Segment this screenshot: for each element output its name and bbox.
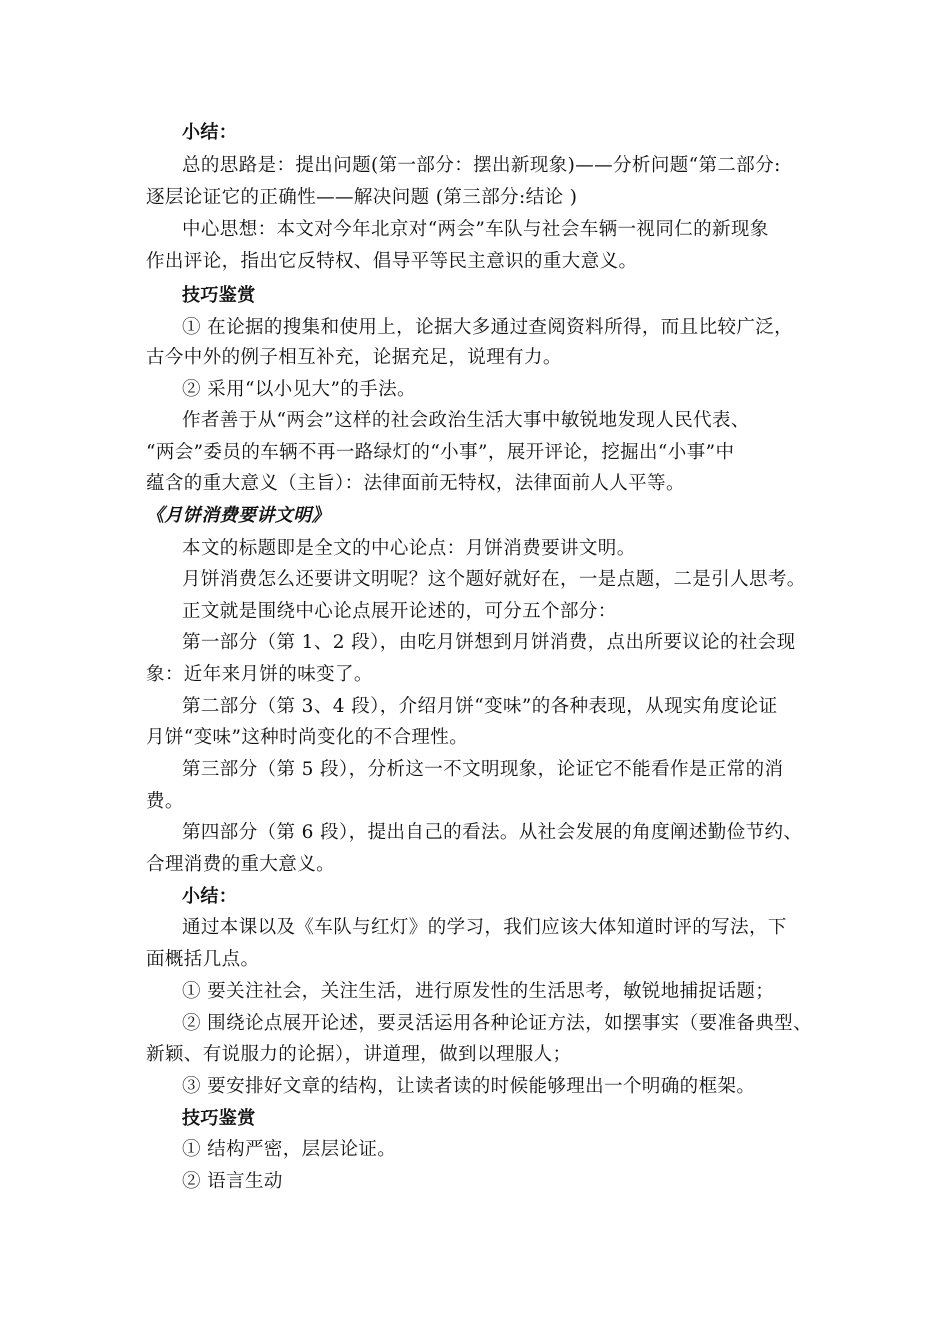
paragraph-line: 作者善于从“两会”这样的社会政治生活大事中敏锐地发现人民代表、 xyxy=(182,410,750,431)
paragraph-line: ③ 要安排好文章的结构，让读者读的时候能够理出一个明确的框架。 xyxy=(182,1076,756,1097)
paragraph-line: ① 在论据的搜集和使用上，论据大多通过查阅资料所得，而且比较广泛， xyxy=(182,317,794,338)
paragraph-line: ① 要关注社会，关注生活，进行原发性的生活思考，敏锐地捕捉话题； xyxy=(182,981,775,1002)
paragraph-line: ② 围绕论点展开论述，要灵活运用各种论证方法，如摆事实（要准备典型、 xyxy=(182,1013,812,1034)
paragraph-line: 合理消费的重大意义。 xyxy=(146,854,336,875)
paragraph-line: 通过本课以及《车队与红灯》的学习，我们应该大体知道时评的写法，下 xyxy=(182,917,787,938)
paragraph-line: 第四部分（第 6 段），提出自己的看法。从社会发展的角度阐述勤俭节约、 xyxy=(182,822,803,843)
paragraph-line: 中心思想：本文对今年北京对“两会”车队与社会车辆一视同仁的新现象 xyxy=(182,219,769,240)
paragraph-line: ② 语言生动 xyxy=(182,1171,283,1192)
paragraph-line: 古今中外的例子相互补充，论据充足，说理有力。 xyxy=(146,347,562,368)
paragraph-line: 本文的标题即是全文的中心论点：月饼消费要讲文明。 xyxy=(182,538,636,559)
paragraph-line: 第一部分（第 1、2 段），由吃月饼想到月饼消费，点出所要议论的社会现 xyxy=(182,632,796,653)
paragraph-line: 正文就是围绕中心论点展开论述的，可分五个部分： xyxy=(182,601,617,622)
paragraph-line: ② 采用“以小见大”的手法。 xyxy=(182,379,416,400)
paragraph-line: 总的思路是：提出问题(第一部分：摆出新现象)——分析问题“第二部分: xyxy=(182,155,781,176)
paragraph-line: ① 结构严密，层层论证。 xyxy=(182,1139,397,1160)
paragraph-line: 作出评论，指出它反特权、倡导平等民主意识的重大意义。 xyxy=(146,251,638,272)
summary-heading: 小结： xyxy=(182,122,238,143)
paragraph-line: 月饼消费怎么还要讲文明呢？这个题好就好在，一是点题，二是引人思考。 xyxy=(182,569,806,590)
paragraph-line: “两会”委员的车辆不再一路绿灯的“小事”，展开评论，挖掘出“小事”中 xyxy=(146,442,735,463)
section-title: 《月饼消费要讲文明》 xyxy=(146,505,330,526)
paragraph-line: 象：近年来月饼的味变了。 xyxy=(146,664,373,685)
skills-heading: 技巧鉴赏 xyxy=(182,1108,256,1129)
paragraph-line: 逐层论证它的正确性——解决问题 (第三部分:结论 ) xyxy=(146,187,578,208)
paragraph-line: 费。 xyxy=(146,791,184,812)
skills-heading: 技巧鉴赏 xyxy=(182,285,256,306)
paragraph-line: 月饼“变味”这种时尚变化的不合理性。 xyxy=(146,727,469,748)
summary-heading: 小结： xyxy=(182,886,238,907)
paragraph-line: 面概括几点。 xyxy=(146,949,260,970)
paragraph-line: 蕴含的重大意义（主旨）：法律面前无特权，法律面前人人平等。 xyxy=(146,473,685,494)
paragraph-line: 新颖、有说服力的论据），讲道理，做到以理服人； xyxy=(146,1044,572,1065)
paragraph-line: 第二部分（第 3、4 段），介绍月饼“变味”的各种表现，从现实角度论证 xyxy=(182,696,778,717)
paragraph-line: 第三部分（第 5 段），分析这一不文明现象，论证它不能看作是正常的消 xyxy=(182,759,784,780)
